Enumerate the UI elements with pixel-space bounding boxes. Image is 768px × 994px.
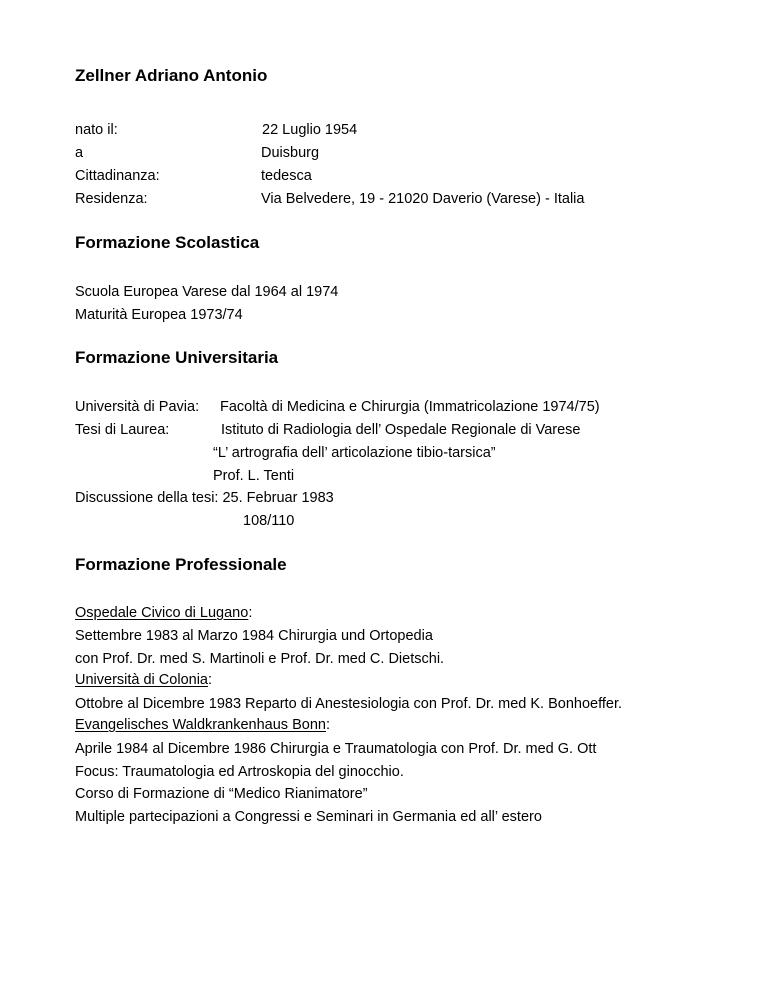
colonia-line: Ottobre al Dicembre 1983 Reparto di Anestesiologia con Prof. Dr. med K. Bonhoeffer. — [75, 696, 623, 712]
employer-bonn-name: Evangelisches Waldkrankenhaus Bonn — [75, 717, 326, 733]
thesis-discussion: Discussione della tesi: 25. Februar 1983 — [75, 490, 334, 506]
employer-colonia-name: Università di Colonia — [75, 672, 208, 688]
citizenship-value: tedesca — [261, 168, 312, 184]
birth-place-value: Duisburg — [261, 145, 320, 161]
citizenship-label: Cittadinanza: — [75, 168, 160, 184]
employer-lugano: Ospedale Civico di Lugano: — [75, 605, 253, 621]
employer-colonia: Università di Colonia: — [75, 672, 213, 688]
thesis-label: Tesi di Laurea: — [75, 422, 170, 438]
bonn-line: Aprile 1984 al Dicembre 1986 Chirurgia e Traumatologia con Prof. Dr. med G. Ott — [75, 741, 597, 757]
scolastica-line: Scuola Europea Varese dal 1964 al 1974 — [75, 284, 339, 300]
thesis-professor: Prof. L. Tenti — [213, 468, 295, 484]
section-heading-professionale: Formazione Professionale — [75, 555, 287, 574]
bonn-line: Multiple partecipazioni a Congressi e Seminari in Germania ed all’ estero — [75, 809, 542, 825]
cv-name: Zellner Adriano Antonio — [75, 66, 268, 85]
birth-date-value: 22 Luglio 1954 — [258, 122, 358, 138]
bonn-line: Focus: Traumatologia ed Artroskopia del ginocchio. — [75, 764, 404, 780]
residence-value: Via Belvedere, 19 - 21020 Daverio (Varese) - Italia — [261, 191, 585, 207]
birth-date-label: nato il: — [75, 122, 118, 138]
bonn-line: Corso di Formazione di “Medico Rianimatore” — [75, 786, 368, 802]
birth-place-label: a — [75, 145, 84, 161]
lugano-line: Settembre 1983 al Marzo 1984 Chirurgia und Ortopedia — [75, 628, 433, 644]
thesis-title: “L’ artrografia dell’ articolazione tibio-tarsica” — [213, 445, 496, 461]
lugano-line: con Prof. Dr. med S. Martinoli e Prof. Dr. med C. Dietschi. — [75, 651, 445, 667]
section-heading-universitaria: Formazione Universitaria — [75, 348, 279, 367]
employer-bonn: Evangelisches Waldkrankenhaus Bonn: — [75, 717, 330, 733]
employer-lugano-name: Ospedale Civico di Lugano — [75, 605, 249, 621]
university-label: Università di Pavia: — [75, 399, 200, 415]
residence-label: Residenza: — [75, 191, 148, 207]
thesis-institute: Istituto di Radiologia dell’ Ospedale Regionale di Varese — [221, 422, 581, 438]
university-value: Facoltà di Medicina e Chirurgia (Immatricolazione 1974/75) — [220, 399, 600, 415]
thesis-grade: 108/110 — [243, 513, 295, 529]
scolastica-line: Maturità Europea 1973/74 — [75, 307, 243, 323]
section-heading-scolastica: Formazione Scolastica — [75, 233, 260, 252]
